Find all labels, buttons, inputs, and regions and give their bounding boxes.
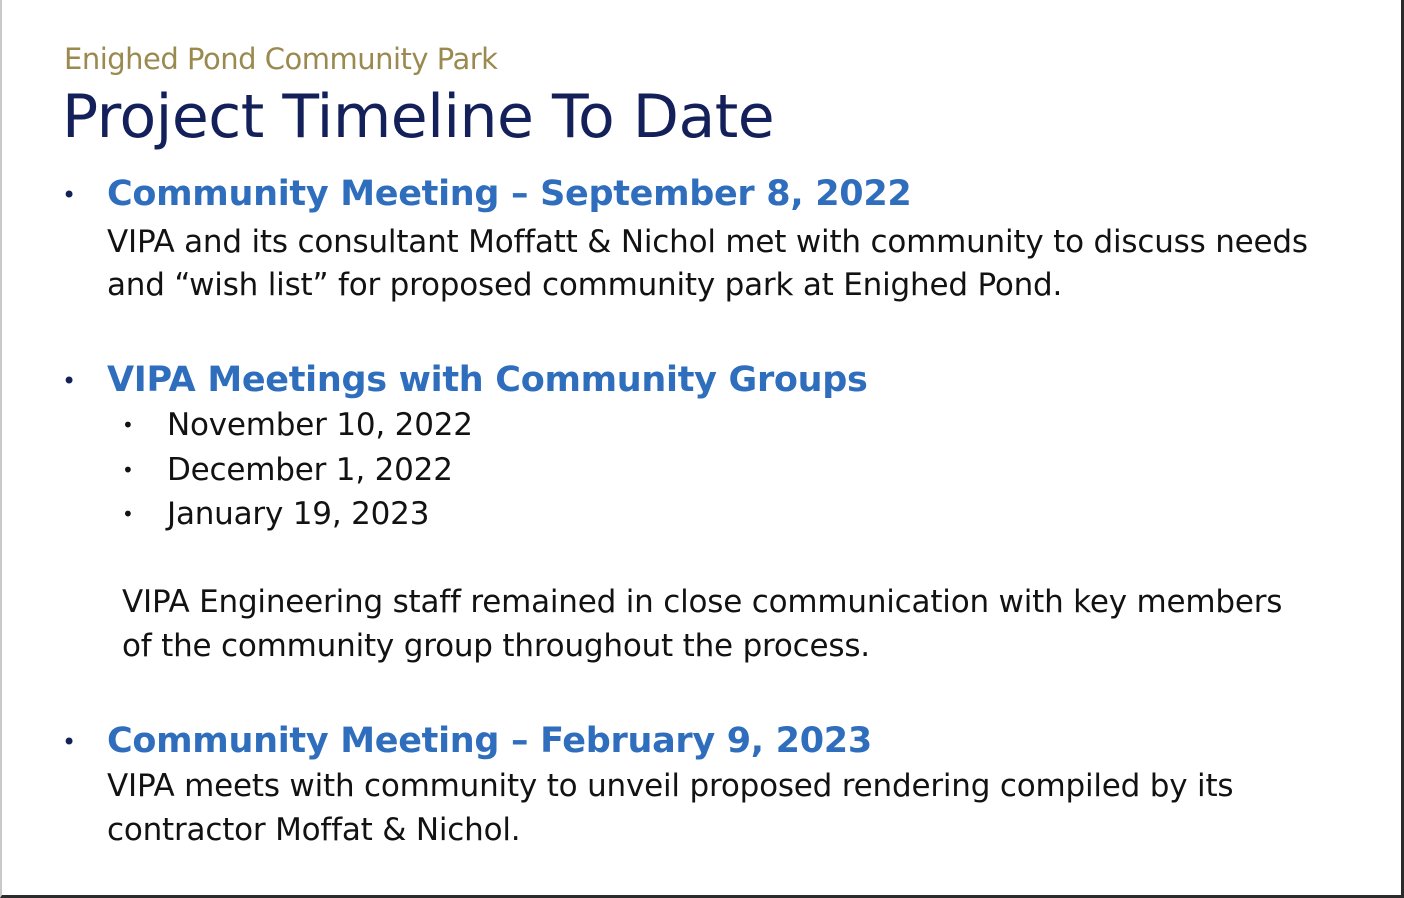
sub-bullet-icon: • — [122, 502, 134, 526]
meeting-date-2: December 1, 2022 — [167, 452, 453, 488]
meeting-date-1: November 10, 2022 — [167, 407, 473, 443]
page-title: Project Timeline To Date — [62, 82, 775, 152]
timeline-body-3-line-2: contractor Moffat & Nichol. — [107, 812, 521, 848]
timeline-body-1-line-1: VIPA and its consultant Moffatt & Nichol met with community to discuss needs — [107, 224, 1308, 260]
timeline-heading-1: Community Meeting – September 8, 2022 — [107, 174, 912, 214]
bullet-icon: • — [62, 728, 77, 756]
bullet-icon: • — [62, 181, 77, 209]
timeline-heading-3: Community Meeting – February 9, 2023 — [107, 721, 872, 761]
sub-bullet-icon: • — [122, 413, 134, 437]
timeline-note-2-line-1: VIPA Engineering staff remained in close communication with key members — [122, 584, 1283, 620]
bullet-icon: • — [62, 367, 77, 395]
timeline-note-2-line-2: of the community group throughout the process. — [122, 628, 870, 664]
timeline-heading-2: VIPA Meetings with Community Groups — [107, 360, 868, 400]
sub-bullet-icon: • — [122, 458, 134, 482]
timeline-body-3-line-1: VIPA meets with community to unveil proposed rendering compiled by its — [107, 768, 1234, 804]
timeline-body-1-line-2: and “wish list” for proposed community park at Enighed Pond. — [107, 267, 1063, 303]
subtitle: Enighed Pond Community Park — [64, 42, 498, 76]
meeting-date-3: January 19, 2023 — [167, 496, 430, 532]
